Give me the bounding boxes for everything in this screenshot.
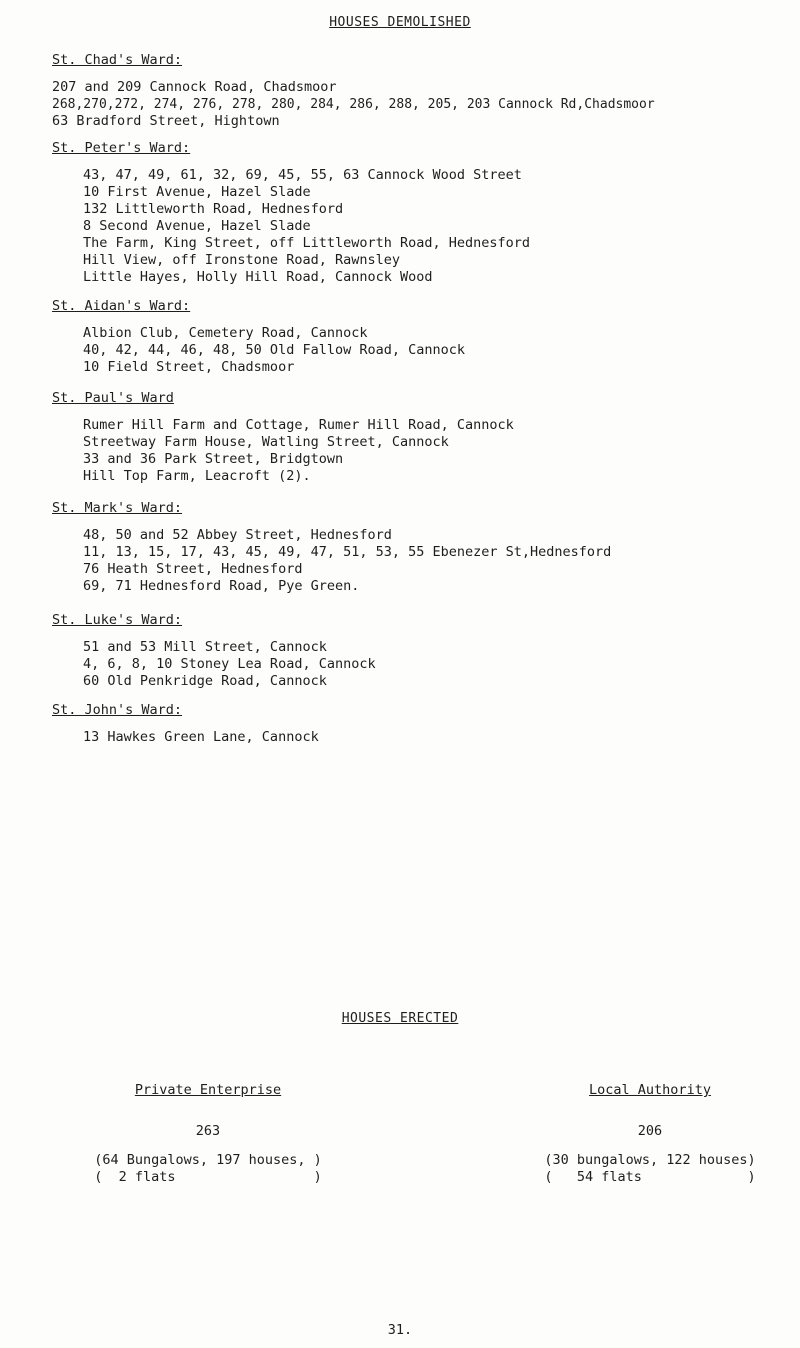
page-title: HOUSES DEMOLISHED xyxy=(329,15,471,30)
local-authority-block xyxy=(500,1082,800,1186)
local-authority-breakdown: (30 bungalows, 122 houses) xyxy=(544,1152,756,1168)
address-line: 4, 6, 8, 10 Stoney Lea Road, Cannock xyxy=(83,656,376,672)
local-authority-total: 206 xyxy=(637,1123,663,1139)
address-line: 11, 13, 15, 17, 43, 45, 49, 47, 51, 53, 55 Ebenezer St,Hednesford xyxy=(83,544,612,560)
ward-section-st-chads xyxy=(52,52,792,130)
ward-heading: St. Peter's Ward: xyxy=(52,140,191,156)
address-list xyxy=(52,167,792,286)
ward-section-st-lukes xyxy=(52,612,792,690)
address-line: 48, 50 and 52 Abbey Street, Hednesford xyxy=(83,527,392,543)
address-line: Little Hayes, Holly Hill Road, Cannock Wood xyxy=(83,269,433,285)
address-line: 69, 71 Hednesford Road, Pye Green. xyxy=(83,578,360,594)
ward-section-st-marks xyxy=(52,500,792,595)
address-line: 33 and 36 Park Street, Bridgtown xyxy=(83,451,344,467)
address-list xyxy=(52,729,792,746)
address-line: Albion Club, Cemetery Road, Cannock xyxy=(83,325,368,341)
address-line: 63 Bradford Street, Hightown xyxy=(52,113,280,129)
address-line: 10 First Avenue, Hazel Slade xyxy=(83,184,311,200)
local-authority-label: Local Authority xyxy=(589,1082,711,1098)
address-line: 13 Hawkes Green Lane, Cannock xyxy=(83,729,319,745)
ward-heading: St. Paul's Ward xyxy=(52,390,174,406)
address-line: 268,270,272, 274, 276, 278, 280, 284, 286, 288, 205, 203 Cannock Rd,Chadsmoor xyxy=(52,97,655,112)
address-line: 40, 42, 44, 46, 48, 50 Old Fallow Road, Cannock xyxy=(83,342,466,358)
address-line: Hill View, off Ironstone Road, Rawnsley xyxy=(83,252,400,268)
page-number: 31. xyxy=(387,1322,413,1338)
address-line: 132 Littleworth Road, Hednesford xyxy=(83,201,344,217)
address-line: Hill Top Farm, Leacroft (2). xyxy=(83,468,311,484)
address-line: 8 Second Avenue, Hazel Slade xyxy=(83,218,311,234)
address-line: The Farm, King Street, off Littleworth Road, Hednesford xyxy=(83,235,531,251)
address-list xyxy=(52,325,792,376)
address-line: 60 Old Penkridge Road, Cannock xyxy=(83,673,327,689)
private-enterprise-breakdown: (64 Bungalows, 197 houses, ) xyxy=(94,1152,322,1168)
address-list xyxy=(52,639,792,690)
ward-heading: St. Luke's Ward: xyxy=(52,612,183,628)
ward-heading: St. Mark's Ward: xyxy=(52,500,183,516)
private-enterprise-block xyxy=(58,1082,358,1186)
address-line: 10 Field Street, Chadsmoor xyxy=(83,359,295,375)
ward-heading: St. Chad's Ward: xyxy=(52,52,183,68)
address-list xyxy=(52,417,792,485)
private-enterprise-label: Private Enterprise xyxy=(134,1082,282,1098)
address-list xyxy=(52,79,792,130)
local-authority-breakdown: ( 54 flats ) xyxy=(544,1169,756,1185)
ward-heading: St. John's Ward: xyxy=(52,702,183,718)
ward-heading: St. Aidan's Ward: xyxy=(52,298,191,314)
address-line: 76 Heath Street, Hednesford xyxy=(83,561,303,577)
address-line: 207 and 209 Cannock Road, Chadsmoor xyxy=(52,79,337,95)
address-line: 51 and 53 Mill Street, Cannock xyxy=(83,639,327,655)
address-line: Streetway Farm House, Watling Street, Cannock xyxy=(83,434,449,450)
ward-section-st-pauls xyxy=(52,390,792,485)
address-list xyxy=(52,527,792,595)
address-line: Rumer Hill Farm and Cottage, Rumer Hill Road, Cannock xyxy=(83,417,514,433)
private-enterprise-breakdown: ( 2 flats ) xyxy=(94,1169,322,1185)
private-enterprise-total: 263 xyxy=(195,1123,221,1139)
ward-section-st-peters xyxy=(52,140,792,286)
houses-erected-heading: HOUSES ERECTED xyxy=(341,1011,459,1026)
address-line: 43, 47, 49, 61, 32, 69, 45, 55, 63 Cannock Wood Street xyxy=(83,167,522,183)
ward-section-st-johns xyxy=(52,702,792,746)
ward-section-st-aidans xyxy=(52,298,792,376)
